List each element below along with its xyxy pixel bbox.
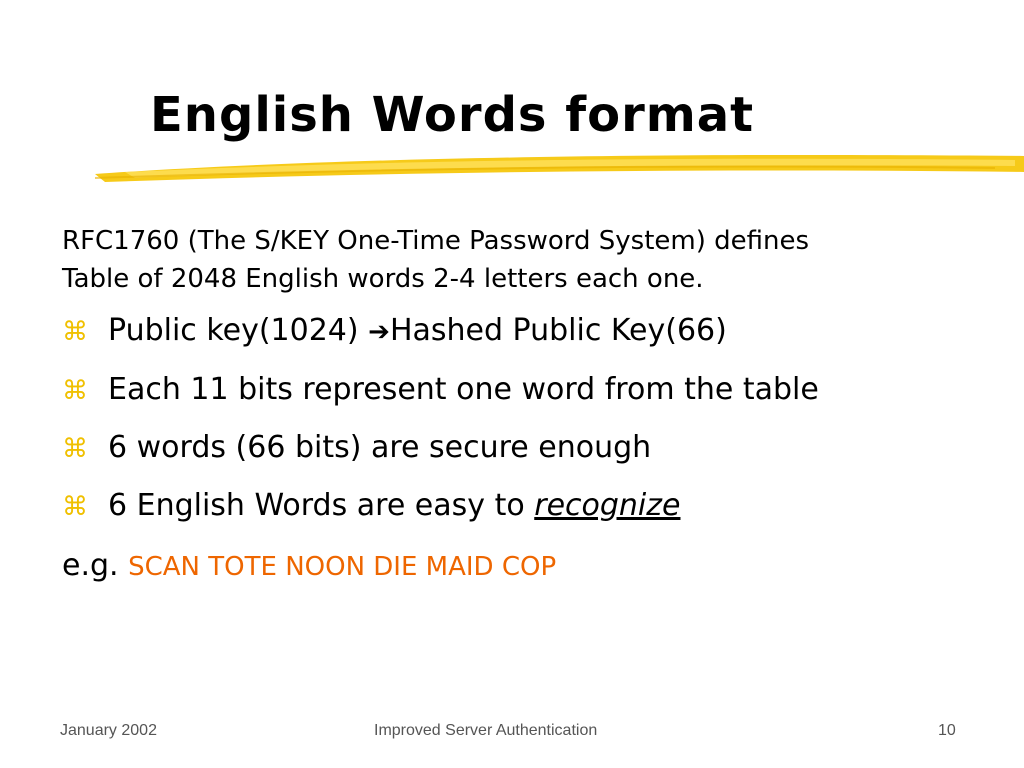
bullet-item (62, 428, 651, 469)
footer-date: January 2002 (60, 722, 157, 739)
example-words: SCAN TOTE NOON DIE MAID COP (128, 552, 557, 582)
example-line (62, 546, 556, 587)
bullet-item (62, 311, 727, 352)
bullet-icon: ⌘ (62, 317, 88, 347)
arrow-icon: ➔ (368, 317, 390, 347)
bullet-text: 6 English Words are easy to (108, 488, 535, 523)
recognize-link[interactable]: recognize (534, 488, 681, 523)
bullet-text: 6 words (66 bits) are secure enough (108, 430, 652, 465)
bullet-icon: ⌘ (62, 376, 88, 406)
intro-line-2: Table of 2048 English words 2-4 letters each one. (62, 264, 704, 294)
footer-title: Improved Server Authentication (374, 722, 598, 739)
bullet-text: Each 11 bits represent one word from the table (108, 372, 819, 407)
footer-page-number: 10 (938, 722, 956, 739)
bullet-icon: ⌘ (62, 492, 88, 522)
bullet-icon: ⌘ (62, 434, 88, 464)
title-underline-swoosh (95, 138, 1024, 193)
example-prefix: e.g. (62, 548, 129, 583)
intro-line-1: RFC1760 (The S/KEY One-Time Password System) defines (62, 226, 810, 256)
bullet-item (62, 486, 680, 527)
bullet-text: Public key(1024) (108, 313, 369, 348)
intro-text (62, 222, 809, 298)
bullet-item (62, 370, 819, 411)
bullet-text: Hashed Public Key(66) (389, 313, 727, 348)
slide-title: English Words format (150, 87, 755, 143)
